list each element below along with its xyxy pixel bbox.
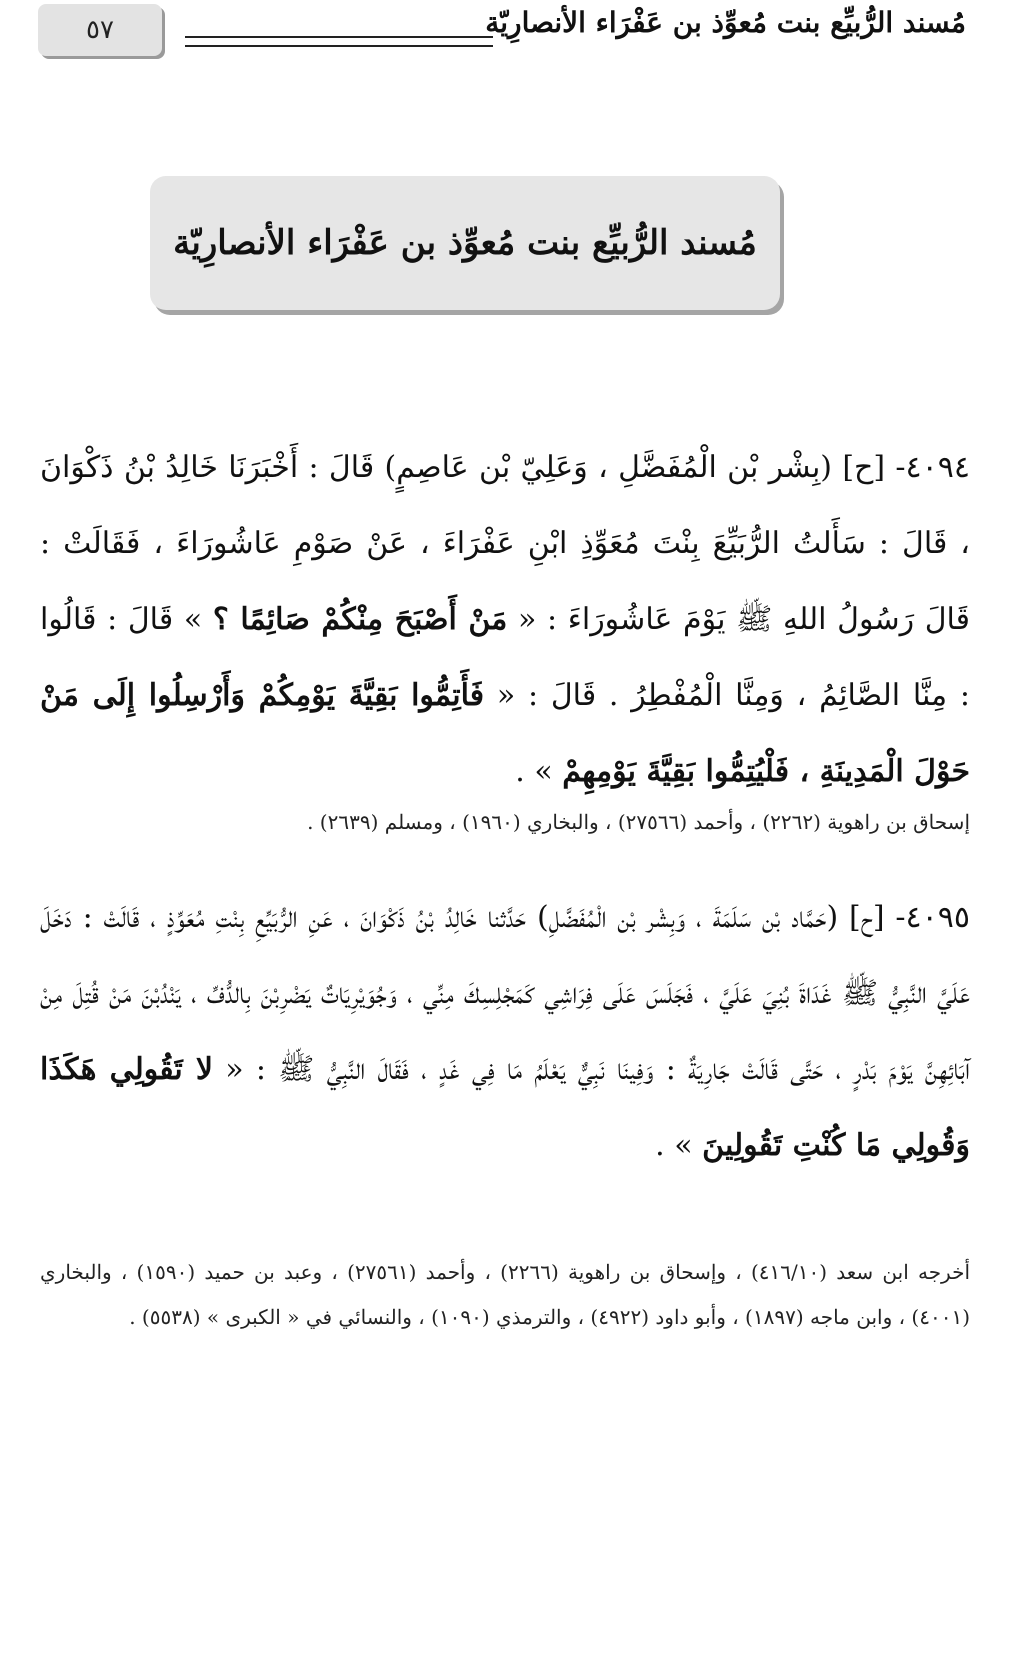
section-title-box	[150, 176, 780, 310]
running-title: مُسند الرُّبيِّع بنت مُعوِّذ بن عَفْرَاء الأنصارِيّة	[485, 6, 966, 39]
hadith-4094	[40, 430, 970, 810]
hadith-isnad: - [ح] (بِشْر بْن الْمُفَضَّلِ ، وَعَلِيّ بْن عَاصِمٍ) قَالَ : أَخْبَرَنَا خَالِدُ بْنُ ذَكْوَانَ ، قَالَ : سَأَلتُ الرُّبَيِّعَ بِنْتَ مُعَوِّذِ ابْنِ عَفْرَاءَ ، عَنْ صَوْمِ عَاشُورَاءَ ، فَقَالَتْ : قَالَ رَسُولُ اللهِ ﷺ يَوْمَ عَاشُورَاءَ : «	[40, 450, 971, 637]
takhrij-4094: إسحاق بن راهوية (٢٢٦٢) ، وأحمد (٢٧٥٦٦) ، والبخاري (١٩٦٠) ، ومسلم (٢٦٣٩) .	[307, 810, 970, 834]
page-number: ٥٧	[86, 15, 114, 45]
hadith-text: » قَالَ : قَالُوا : مِنَّا الصَّائِمُ ، وَمِنَّا الْمُفْطِرُ . قَالَ : «	[40, 602, 970, 713]
section-title: مُسند الرُّبيِّع بنت مُعوِّذ بن عَفْرَاء الأنصارِيّة	[173, 223, 757, 263]
prophetic-quote: لا تَقُولِي هَكَذَا وَقُولِي مَا كُنْتِ تَقُولِينَ	[40, 1052, 970, 1163]
prophetic-quote: فَأَتِمُّوا بَقِيَّةَ يَوْمِكُمْ وَأَرْسِلُوا إِلَى مَنْ حَوْلَ الْمَدِينَةِ ، فَلْيُتِمُّوا بَقِيَّةَ يَوْمِهِمْ	[40, 678, 970, 789]
hadith-text: - [ح] (حَمَّاد بْن سَلَمَةَ ، وَبِشْر بْن الْمُفَضَّلِ) حَدَّثنا خَالِدُ بْنُ ذَكْوَانَ ، عَنِ الرُّبَيِّعِ بِنْتِ مُعَوِّذٍ ، قَالَتْ : دَخَلَ عَلَيَّ النَّبِيُّ ﷺ غَدَاةَ بُنِيَ عَلَيَّ ، فَجَلَسَ عَلَى فِرَاشِي كَمَجْلِسِكَ مِنِّي ، وَجُوَيْرِيَاتٌ يَضْرِبْنَ بِالدُّفِّ ، يَنْدُبْنَ مَنْ قُتِلَ مِنْ آبَائِهِنَّ يَوْمَ بَدْرٍ ، حَتَّى قَالَتْ جَارِيَةٌ : وَفِينَا نَبِيٌّ يَعْلَمُ مَا فِي غَدٍ ، فَقَالَ النَّبِيُّ ﷺ : «	[40, 900, 971, 1087]
hadith-end: » .	[515, 754, 553, 789]
hadith-end: » .	[655, 1128, 693, 1163]
hadith-number: ٤٠٩٤	[905, 450, 970, 485]
header-rule	[185, 36, 493, 47]
takhrij-4095: أخرجه ابن سعد (٤١٦/١٠) ، وإسحاق بن راهوية (٢٢٦٦) ، وأحمد (٢٧٥٦١) ، وعبد بن حميد (١٥٩٠) ، والبخاري (٤٠٠١) ، وابن ماجه (١٨٩٧) ، وأبو داود (٤٩٢٢) ، والترمذي (١٠٩٠) ، والنسائي في « الكبرى » (٥٥٣٨) .	[40, 1260, 971, 1329]
hadith-number: ٤٠٩٥	[905, 900, 970, 935]
page-number-box	[38, 4, 162, 56]
hadith-4095	[40, 880, 970, 1184]
prophetic-quote: مَنْ أَصْبَحَ مِنْكُمْ صَائِمًا ؟	[212, 602, 508, 637]
